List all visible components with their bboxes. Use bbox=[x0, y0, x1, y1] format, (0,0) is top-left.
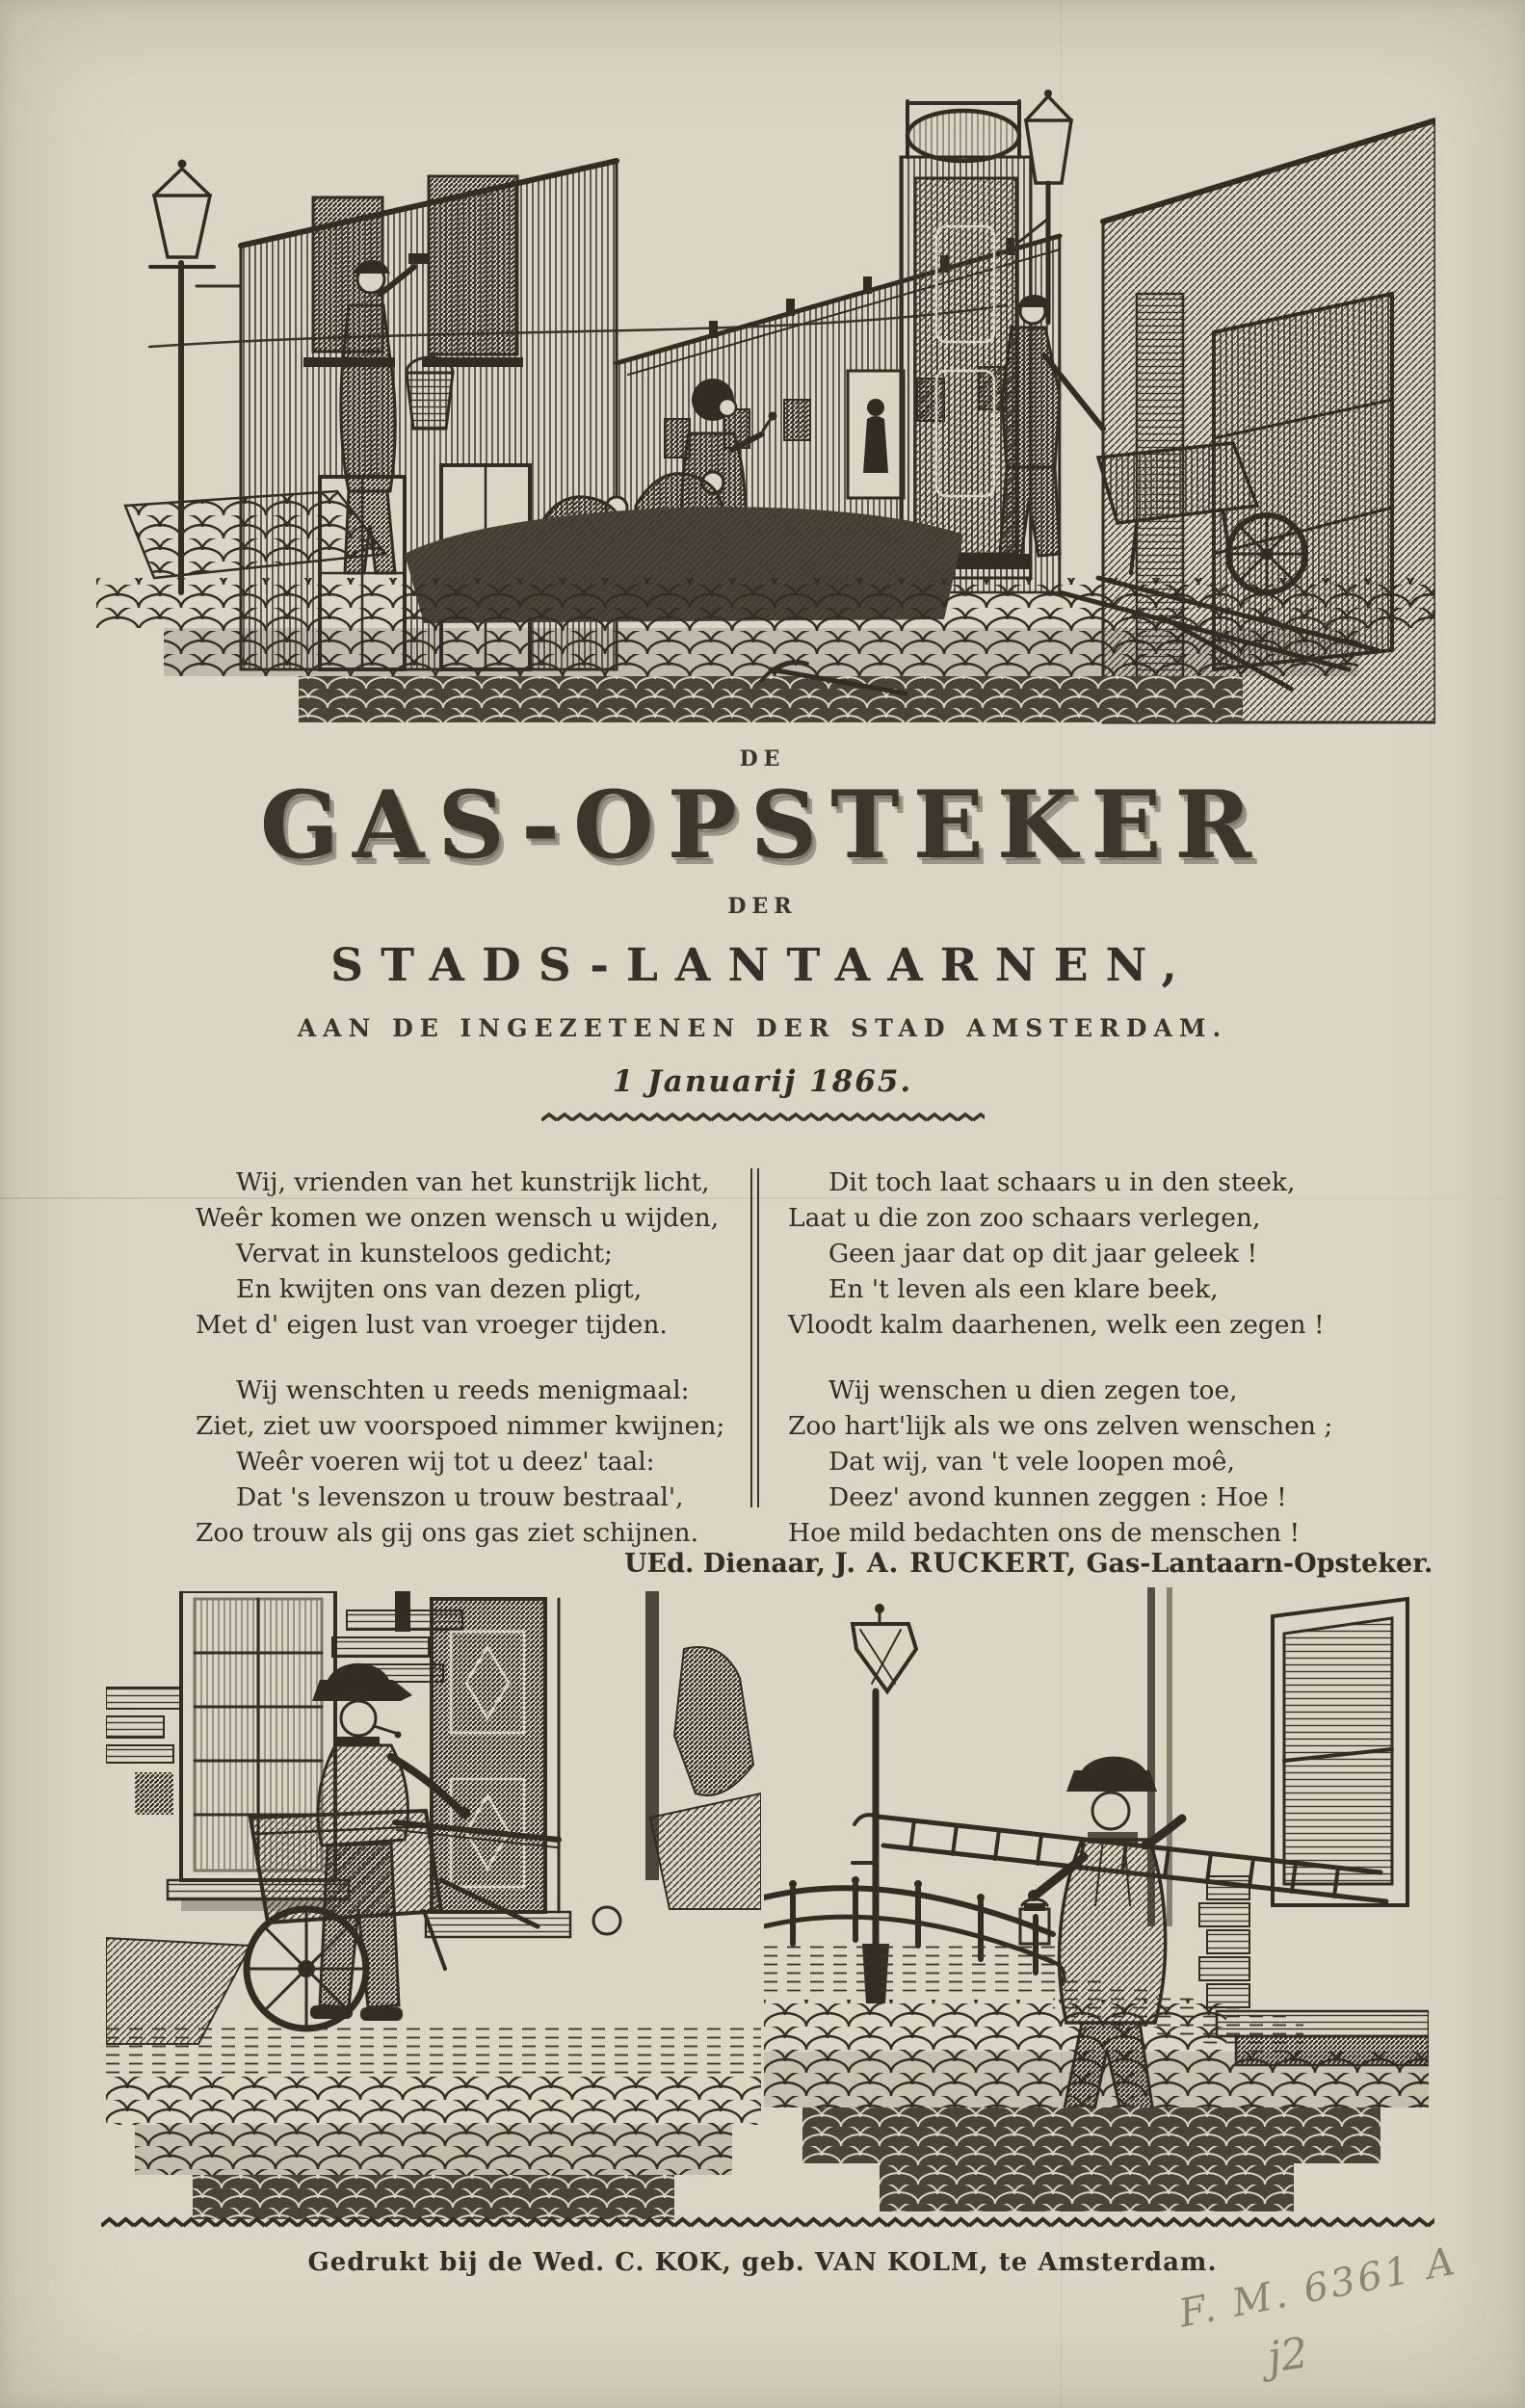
signature-name: J. A. RUCKERT, bbox=[834, 1547, 1078, 1579]
poem-column-right bbox=[788, 1165, 1347, 1551]
poem-line: Met d' eigen lust van vroeger tijden. bbox=[196, 1310, 668, 1340]
handwritten-inventory-number: F. M. 6361 A bbox=[1175, 2238, 1461, 2337]
zigzag-divider-long bbox=[101, 2215, 1434, 2233]
title-article-de: DE bbox=[739, 746, 786, 772]
bottom-left-engraving-lamplighter-cart bbox=[106, 1591, 761, 2222]
stanza bbox=[788, 1373, 1347, 1551]
stanza bbox=[196, 1165, 749, 1343]
poem-line: Zoo trouw als gij ons gas ziet schijnen. bbox=[196, 1518, 699, 1548]
poem-line: Wij wenschten u reeds menigmaal: bbox=[236, 1375, 690, 1405]
poem-line: Laat u die zon zoo schaars verlegen, bbox=[788, 1203, 1261, 1233]
column-divider-rule bbox=[750, 1168, 759, 1507]
poem-line: Wij wenschen u dien zegen toe, bbox=[828, 1375, 1238, 1405]
printer-imprint: Gedrukt bij de Wed. C. KOK, geb. VAN KOLM, te Amsterdam. bbox=[307, 2248, 1218, 2277]
handwritten-annotation-j2: j2 bbox=[1264, 2328, 1311, 2383]
poem-line: Geen jaar dat op dit jaar geleek ! bbox=[828, 1239, 1258, 1269]
poem-line: Vloodt kalm daarhenen, welk een zegen ! bbox=[788, 1310, 1325, 1340]
poem-line: Dit toch laat schaars u in den steek, bbox=[828, 1167, 1296, 1197]
poem-line: Dat 's levenszon u trouw bestraal', bbox=[236, 1482, 684, 1512]
zigzag-divider-small bbox=[541, 1111, 985, 1126]
date-line: 1 Januarij 1865. bbox=[612, 1064, 913, 1099]
poem-line: Vervat in kunsteloos gedicht; bbox=[236, 1239, 613, 1269]
poem-line: En kwijten ons van dezen pligt, bbox=[236, 1274, 643, 1304]
subtitle: STADS-LANTAARNEN, bbox=[330, 939, 1195, 992]
signature-line bbox=[624, 1547, 1433, 1579]
poem-line: Deez' avond kunnen zeggen : Hoe ! bbox=[828, 1482, 1287, 1512]
top-engraving-street-excavation bbox=[96, 53, 1435, 727]
title-article-der: DER bbox=[727, 894, 798, 919]
signature-pre: UEd. Dienaar, bbox=[624, 1549, 835, 1579]
stanza bbox=[196, 1373, 749, 1551]
signature-post: Gas-Lantaarn-Opsteker. bbox=[1077, 1549, 1433, 1579]
poem-line: En 't leven als een klare beek, bbox=[828, 1274, 1219, 1304]
poem-line: Hoe mild bedachten ons de menschen ! bbox=[788, 1518, 1301, 1548]
poem-line: Wij, vrienden van het kunstrijk licht, bbox=[236, 1167, 710, 1197]
main-title bbox=[0, 771, 1525, 879]
poem-line: Ziet, ziet uw voorspoed nimmer kwijnen; bbox=[196, 1411, 725, 1441]
poem-line: Zoo hart'lijk als we ons zelven wenschen ; bbox=[788, 1411, 1333, 1441]
address-line: AAN DE INGEZETENEN DER STAD AMSTERDAM. bbox=[297, 1014, 1228, 1042]
main-title-text: GAS-OPSTEKER bbox=[259, 771, 1266, 879]
poem-column-left bbox=[196, 1165, 749, 1551]
poem-line: Weêr voeren wij tot u deez' taal: bbox=[236, 1447, 655, 1477]
bottom-right-engraving-lamplighter-ladder bbox=[764, 1587, 1429, 2223]
poem-line: Dat wij, van 't vele loopen moê, bbox=[828, 1447, 1235, 1477]
stanza bbox=[788, 1165, 1347, 1343]
poem-line: Weêr komen we onzen wensch u wijden, bbox=[196, 1203, 720, 1233]
